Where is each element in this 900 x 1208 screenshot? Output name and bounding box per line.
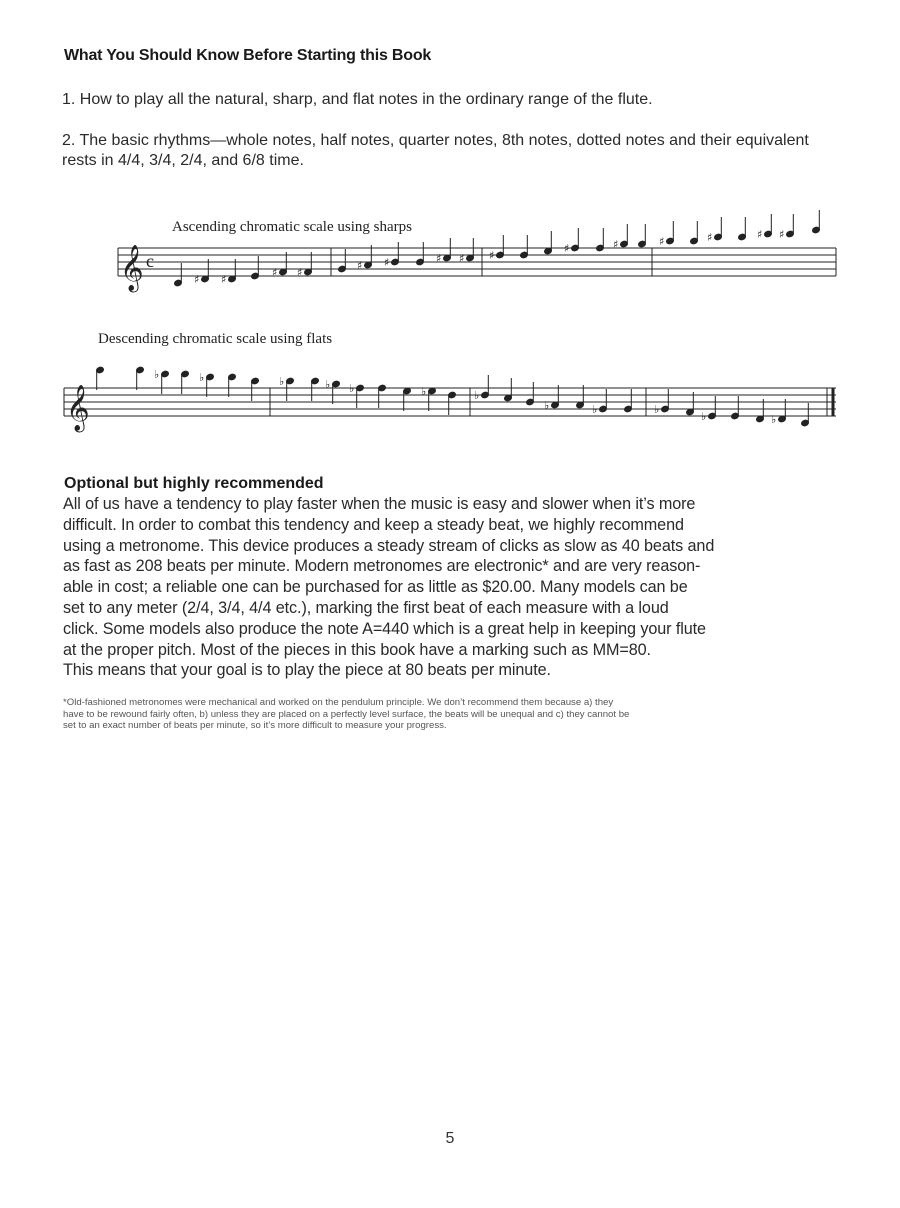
paragraph-line: All of us have a tendency to play faster when the music is easy and slower when it’s more (63, 495, 696, 513)
sharp-icon: ♯ (357, 259, 363, 272)
treble-clef-icon: 𝄞 (120, 245, 144, 291)
flat-icon: ♭ (544, 399, 550, 412)
treble-clef-icon: 𝄞 (66, 385, 90, 431)
sharp-icon: ♯ (489, 249, 495, 262)
sharp-icon: ♯ (436, 252, 442, 265)
optional-heading: Optional but highly recommended (64, 475, 324, 492)
paragraph-line: using a metronome. This device produces a steady stream of clicks as slow as 40 beats and (63, 536, 715, 555)
sharp-icon: ♯ (564, 242, 570, 255)
sharp-icon: ♯ (459, 252, 465, 265)
sharp-icon: ♯ (707, 231, 713, 244)
flat-icon: ♭ (199, 371, 205, 384)
flats-scale-label: Descending chromatic scale using flats (98, 331, 333, 347)
section-heading: What You Should Know Before Starting this Book (64, 47, 432, 64)
page-number: 5 (445, 1130, 455, 1147)
flat-icon: ♭ (474, 389, 480, 402)
paragraph-line: able in cost; a reliable one can be purchased for as little as $20.00. Many models can be (63, 578, 688, 597)
sharp-icon: ♯ (297, 266, 303, 279)
time-signature: c (146, 251, 154, 271)
sharp-icon: ♯ (613, 238, 619, 251)
paragraph-line: set to any meter (2/4, 3/4, 4/4 etc.), marking the first beat of each measure with a loud (63, 598, 669, 617)
paragraph-line: This means that your goal is to play the piece at 80 beats per minute. (63, 661, 551, 680)
music-notation (0, 0, 900, 440)
flat-icon: ♭ (154, 368, 160, 381)
paragraph-line: difficult. In order to combat this tendency and keep a steady beat, we highly recommend (63, 515, 684, 534)
flat-icon: ♭ (592, 403, 598, 416)
flat-icon: ♭ (771, 413, 777, 426)
flat-icon: ♭ (701, 410, 707, 423)
footnote-line: set to an exact number of beats per minute, so it’s more difficult to measure your progress. (63, 720, 447, 731)
sharp-icon: ♯ (384, 256, 390, 269)
flats-notes (96, 366, 810, 427)
paragraph-line: click. Some models also produce the note A=440 which is a great help in keeping your flute (63, 619, 706, 638)
sharp-icon: ♯ (659, 235, 665, 248)
paragraph-line: as fast as 208 beats per minute. Modern metronomes are electronic* and are very reason- (63, 557, 701, 576)
sharp-icon: ♯ (757, 228, 763, 241)
sharp-icon: ♯ (194, 273, 200, 286)
paragraph-line: at the proper pitch. Most of the pieces in this book have a marking such as MM=80. (63, 640, 651, 659)
footnote-line: have to be rewound fairly often, b) unless they are placed on a perfectly level surface, the beats will be unequal and c) they cannot be (63, 708, 630, 720)
flat-icon: ♭ (654, 403, 660, 416)
sharps-scale-label: Ascending chromatic scale using sharps (172, 219, 412, 235)
flat-icon: ♭ (325, 378, 331, 391)
sharp-icon: ♯ (221, 273, 227, 286)
flat-icon: ♭ (421, 385, 427, 398)
metronome-paragraph (63, 494, 843, 681)
footnote (63, 697, 843, 732)
flat-icon: ♭ (349, 382, 355, 395)
flat-icon: ♭ (279, 375, 285, 388)
sharp-icon: ♯ (779, 228, 785, 241)
sharp-icon: ♯ (272, 266, 278, 279)
flats-staff (64, 388, 836, 416)
footnote-line: *Old-fashioned metronomes were mechanical and worked on the pendulum principle. We don’t recommend them because a) they (63, 697, 614, 708)
prerequisite-item-2: 2. The basic rhythms—whole notes, half notes, quarter notes, 8th notes, dotted notes and their equivalent rests in 4/4, 3/4, 2/4, and 6/8 time. (62, 132, 809, 169)
sharps-staff (118, 248, 836, 276)
prerequisite-item-1: 1. How to play all the natural, sharp, and flat notes in the ordinary range of the flute. (62, 91, 653, 108)
